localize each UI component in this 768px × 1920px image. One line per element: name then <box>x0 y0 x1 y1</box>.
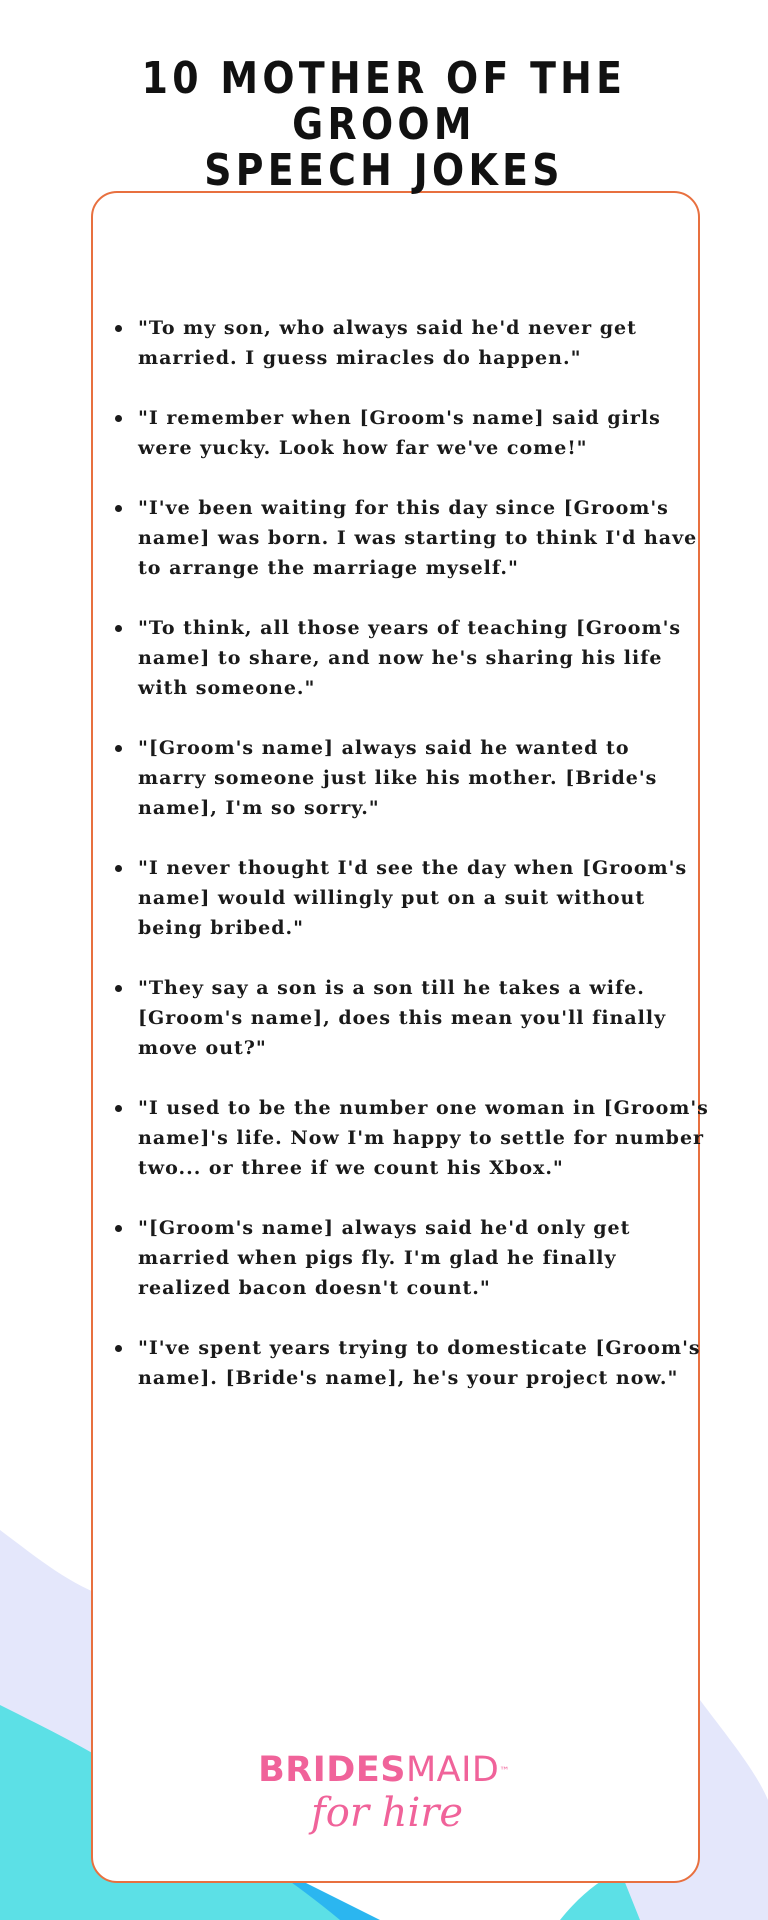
joke-text-line: two... or three if we count his Xbox." <box>138 1157 564 1179</box>
joke-item <box>106 1093 709 1183</box>
logo-maid: MAID <box>405 1750 500 1790</box>
bullet-icon <box>115 415 122 422</box>
bullet-icon <box>115 1345 122 1352</box>
joke-text-line: being bribed." <box>138 917 304 939</box>
joke-text-line: "To my son, who always said he'd never get <box>138 317 637 339</box>
bullet-icon <box>115 865 122 872</box>
joke-item <box>106 1213 706 1303</box>
joke-text-line: were yucky. Look how far we've come!" <box>138 437 588 459</box>
joke-item <box>106 493 706 583</box>
joke-text-line: "To think, all those years of teaching [Groom's <box>138 617 682 639</box>
title-line-1: 10 MOTHER OF THE GROOM <box>141 53 627 150</box>
page-title <box>54 53 714 196</box>
title-line-2: SPEECH JOKES <box>204 145 564 196</box>
bullet-icon <box>115 1225 122 1232</box>
joke-text-line: "I've been waiting for this day since [Groom's <box>138 497 669 519</box>
logo-script: for hire <box>310 1790 464 1836</box>
joke-item <box>106 1333 706 1393</box>
jokes-list <box>106 313 709 1423</box>
bullet-icon <box>115 1105 122 1112</box>
logo-brides: BRIDES <box>258 1750 406 1790</box>
bullet-icon <box>115 625 122 632</box>
joke-text-line: name], I'm so sorry." <box>138 797 380 819</box>
joke-text-line: with someone." <box>138 677 316 699</box>
logo-wordmark <box>0 1752 768 1788</box>
bridesmaid-for-hire-logo <box>0 1752 768 1834</box>
joke-text-line: name] was born. I was starting to think I'd have <box>138 527 698 549</box>
joke-item <box>106 973 706 1063</box>
joke-text-line: move out?" <box>138 1037 267 1059</box>
joke-item <box>106 733 706 823</box>
joke-text-line: [Groom's name], does this mean you'll finally <box>138 1007 667 1029</box>
joke-text-line: "I remember when [Groom's name] said girls <box>138 407 661 429</box>
joke-item <box>106 613 706 703</box>
bullet-icon <box>115 505 122 512</box>
joke-text-line: "They say a son is a son till he takes a wife. <box>138 977 645 999</box>
joke-item <box>106 403 706 463</box>
joke-text-line: marry someone just like his mother. [Bride's <box>138 767 658 789</box>
joke-text-line: name]. [Bride's name], he's your project now." <box>138 1367 679 1389</box>
joke-text-line: married when pigs fly. I'm glad he finally <box>138 1247 617 1269</box>
joke-text-line: "I used to be the number one woman in [Groom's <box>138 1097 709 1119</box>
joke-item <box>106 853 706 943</box>
bullet-icon <box>115 985 122 992</box>
joke-text-line: name]'s life. Now I'm happy to settle for number <box>138 1127 705 1149</box>
joke-item <box>106 313 706 373</box>
bullet-icon <box>115 325 122 332</box>
joke-text-line: name] to share, and now he's sharing his life <box>138 647 663 669</box>
joke-text-line: realized bacon doesn't count." <box>138 1277 491 1299</box>
joke-text-line: name] would willingly put on a suit without <box>138 887 646 909</box>
logo-trademark: ™ <box>499 1766 510 1777</box>
joke-text-line: "I never thought I'd see the day when [Groom's <box>138 857 688 879</box>
joke-text-line: married. I guess miracles do happen." <box>138 347 582 369</box>
joke-text-line: "[Groom's name] always said he'd only get <box>138 1217 631 1239</box>
joke-text-line: to arrange the marriage myself." <box>138 557 519 579</box>
bullet-icon <box>115 745 122 752</box>
joke-text-line: "[Groom's name] always said he wanted to <box>138 737 630 759</box>
joke-text-line: "I've spent years trying to domesticate [Groom's <box>138 1337 701 1359</box>
